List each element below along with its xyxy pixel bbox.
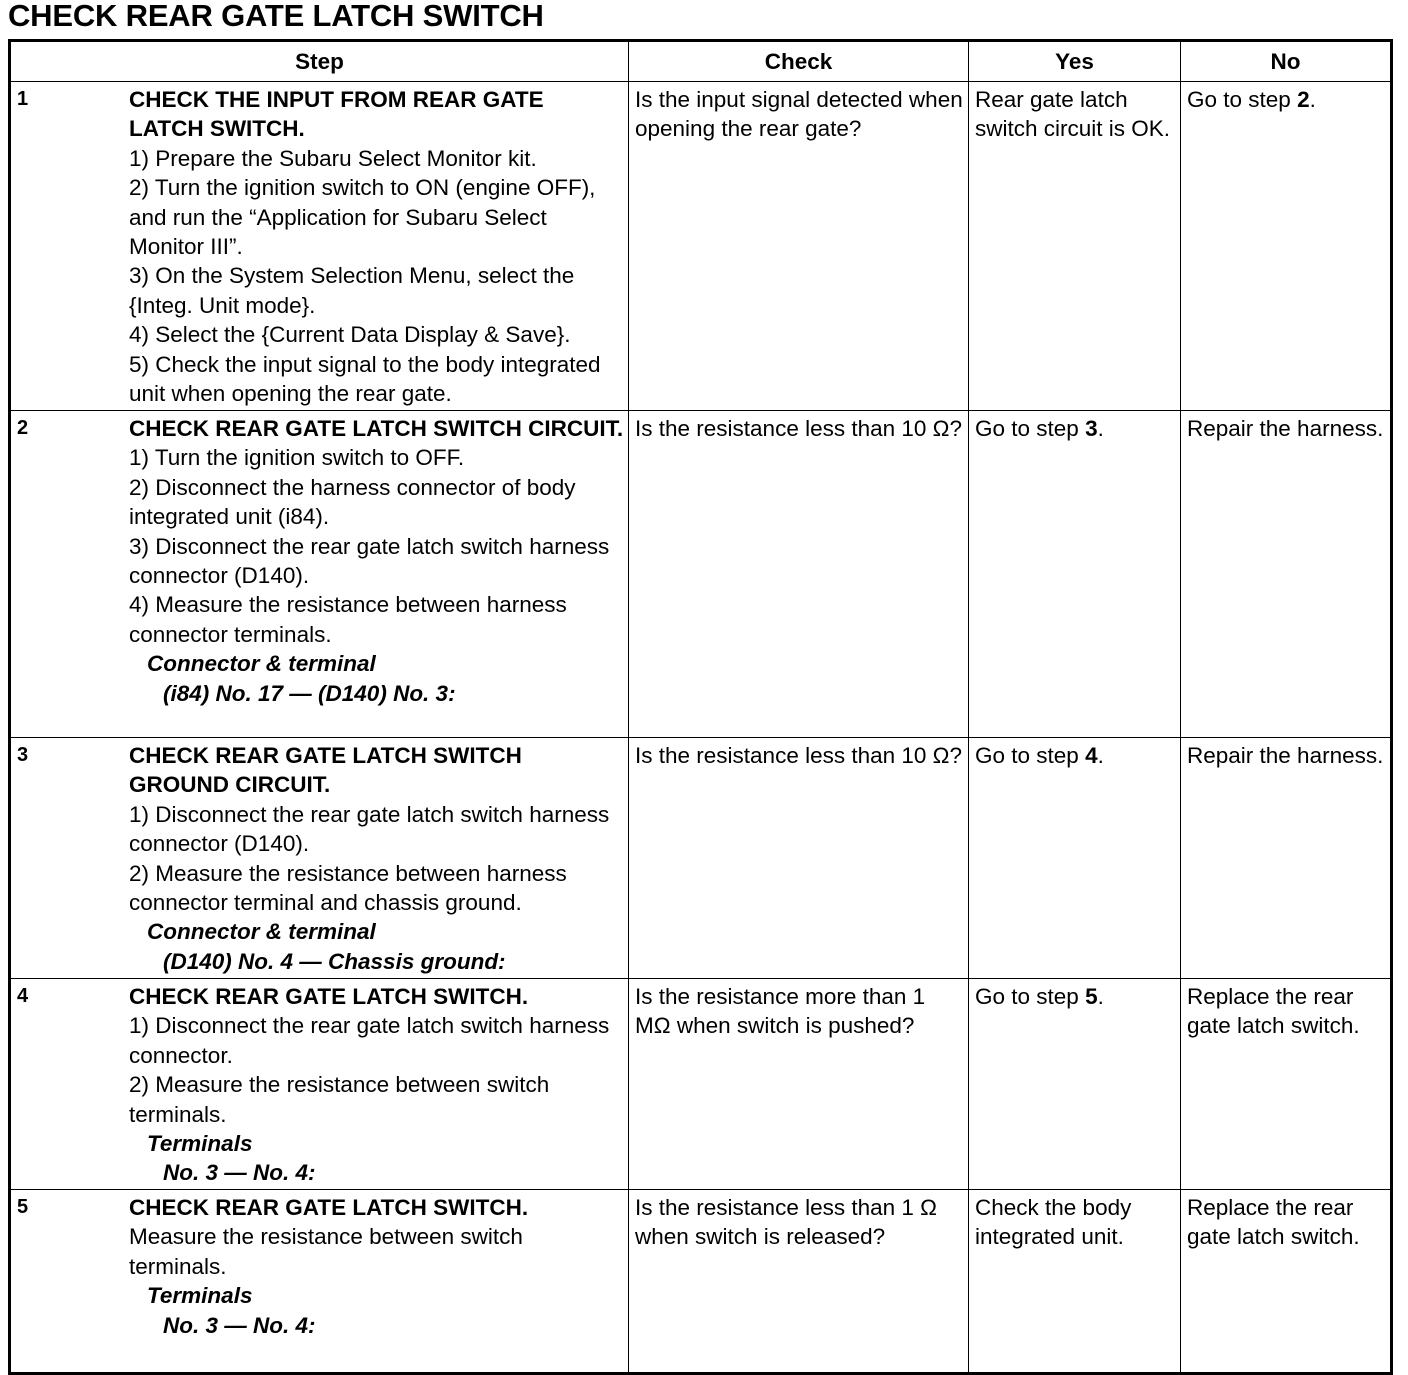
page-title: CHECK REAR GATE LATCH SWITCH (8, 0, 544, 33)
check-cell (629, 979, 969, 1190)
step-body (129, 738, 628, 976)
goto-prefix: Go to step (975, 984, 1086, 1009)
table-row (10, 979, 1392, 1190)
step-number: 1 (17, 88, 29, 110)
instruction: 5) Check the input signal to the body integrated unit when opening the rear gate. (129, 351, 601, 407)
no-result (1181, 82, 1390, 114)
spec-label: Connector & terminal (147, 919, 376, 945)
goto-step-number: 5 (1085, 984, 1098, 1009)
goto-suffix: . (1097, 984, 1104, 1009)
yes-cell (969, 979, 1181, 1190)
instruction: 4) Select the {Current Data Display & Save}. (129, 322, 571, 348)
check-cell (629, 82, 969, 411)
step-number: 3 (17, 744, 29, 766)
check-cell (629, 738, 969, 979)
no-cell (1181, 979, 1392, 1190)
yes-cell (969, 1190, 1181, 1374)
spec-value: (D140) No. 4 — Chassis ground: (163, 948, 506, 974)
check-question: Is the resistance less than 10 Ω? (635, 743, 962, 768)
step-cell (10, 738, 629, 979)
instruction: 1) Prepare the Subaru Select Monitor kit. (129, 145, 537, 171)
instruction: 2) Measure the resistance between harness connector terminal and chassis ground. (129, 860, 567, 916)
yes-cell (969, 738, 1181, 979)
no-result: Repair the harness. (1187, 743, 1384, 768)
check-question: Is the input signal detected when opening the rear gate? (635, 87, 963, 142)
step-body (129, 1190, 628, 1340)
step-body (129, 979, 628, 1188)
yes-result (969, 979, 1180, 1011)
yes-result (969, 411, 1180, 443)
instruction: Measure the resistance between switch terminals. (129, 1224, 523, 1279)
check-question: Is the resistance more than 1 MΩ when switch is pushed? (635, 984, 926, 1039)
table-row (10, 82, 1392, 411)
instruction: 3) On the System Selection Menu, select the {Integ. Unit mode}. (129, 263, 575, 318)
yes-cell (969, 411, 1181, 738)
goto-prefix: Go to step (1187, 87, 1298, 112)
instruction: 1) Disconnect the rear gate latch switch harness connector. (129, 1013, 610, 1068)
check-cell (629, 411, 969, 738)
step-number: 5 (17, 1196, 29, 1218)
header-check: Check (629, 41, 969, 82)
yes-result: Rear gate latch switch circuit is OK. (975, 87, 1171, 142)
goto-prefix: Go to step (975, 743, 1086, 768)
goto-step-number: 3 (1085, 416, 1098, 441)
step-number: 4 (17, 985, 29, 1007)
goto-step-number: 4 (1085, 743, 1098, 768)
instruction: 2) Disconnect the harness connector of body integrated unit (i84). (129, 474, 576, 530)
spec-label: Connector & terminal (147, 651, 376, 677)
table-header-row (10, 41, 1392, 82)
step-cell (10, 411, 629, 738)
instruction: 2) Turn the ignition switch to ON (engine OFF), and run the “Application for Subaru Select Monitor III”. (129, 175, 596, 260)
step-body (129, 82, 628, 408)
no-result: Replace the rear gate latch switch. (1187, 1195, 1360, 1250)
yes-cell (969, 82, 1181, 411)
instruction: 1) Disconnect the rear gate latch switch harness connector (D140). (129, 801, 610, 857)
check-question: Is the resistance less than 1 Ω when switch is released? (635, 1195, 937, 1250)
spec-value: No. 3 — No. 4: (163, 1312, 316, 1338)
table-row (10, 411, 1392, 738)
spec-value: (i84) No. 17 — (D140) No. 3: (163, 680, 456, 706)
table-row (10, 1190, 1392, 1374)
spec-label: Terminals (147, 1283, 253, 1309)
goto-suffix: . (1309, 87, 1316, 112)
step-cell (10, 1190, 629, 1374)
no-cell (1181, 411, 1392, 738)
goto-suffix: . (1097, 743, 1104, 768)
no-result: Replace the rear gate latch switch. (1187, 984, 1360, 1039)
step-heading: CHECK REAR GATE LATCH SWITCH GROUND CIRCUIT. (129, 743, 522, 798)
step-heading: CHECK THE INPUT FROM REAR GATE LATCH SWITCH. (129, 87, 544, 142)
step-cell (10, 82, 629, 411)
check-cell (629, 1190, 969, 1374)
table-row (10, 738, 1392, 979)
spec-value: No. 3 — No. 4: (163, 1160, 316, 1186)
step-cell (10, 979, 629, 1190)
instruction: 2) Measure the resistance between switch terminals. (129, 1072, 550, 1127)
goto-suffix: . (1097, 416, 1104, 441)
step-heading: CHECK REAR GATE LATCH SWITCH CIRCUIT. (129, 416, 624, 441)
instruction: 3) Disconnect the rear gate latch switch harness connector (D140). (129, 533, 610, 589)
goto-prefix: Go to step (975, 416, 1086, 441)
yes-result (969, 738, 1180, 770)
no-result: Repair the harness. (1187, 416, 1384, 441)
header-step: Step (10, 41, 629, 82)
check-question: Is the resistance less than 10 Ω? (635, 416, 962, 441)
no-cell (1181, 1190, 1392, 1374)
step-heading: CHECK REAR GATE LATCH SWITCH. (129, 984, 529, 1009)
no-cell (1181, 82, 1392, 411)
step-heading: CHECK REAR GATE LATCH SWITCH. (129, 1195, 529, 1220)
header-no: No (1181, 41, 1392, 82)
goto-step-number: 2 (1297, 87, 1310, 112)
header-yes: Yes (969, 41, 1181, 82)
step-number: 2 (17, 417, 29, 439)
spec-label: Terminals (147, 1131, 253, 1157)
step-body (129, 411, 628, 708)
instruction: 4) Measure the resistance between harness connector terminals. (129, 592, 567, 647)
instruction: 1) Turn the ignition switch to OFF. (129, 445, 465, 471)
no-cell (1181, 738, 1392, 979)
diagnostic-table (8, 39, 1393, 1375)
yes-result: Check the body integrated unit. (975, 1195, 1132, 1250)
